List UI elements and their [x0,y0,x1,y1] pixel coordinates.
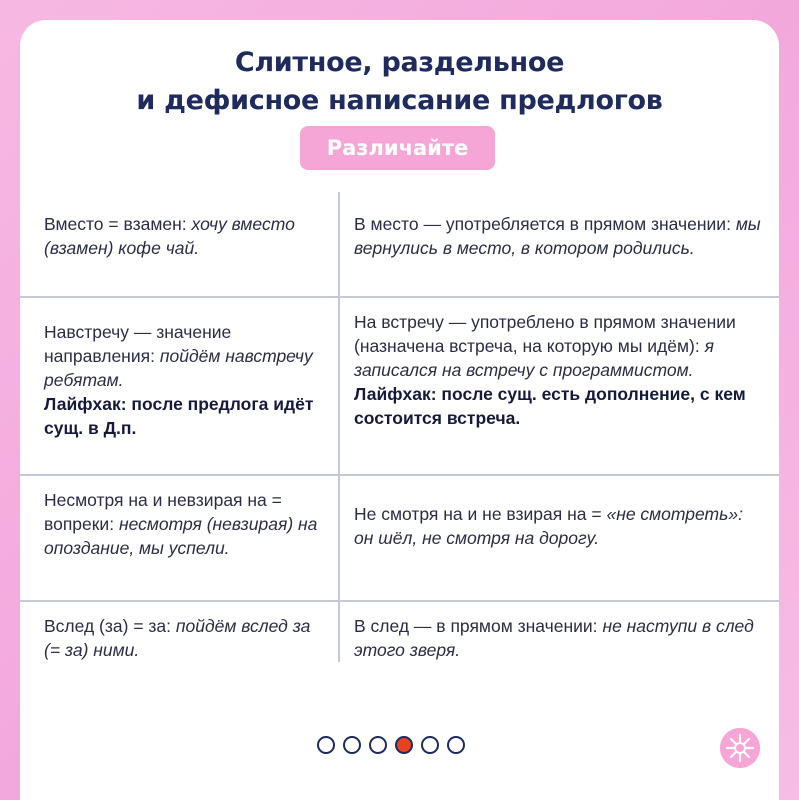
cell-example: пойдём вслед за (= за) ними. [44,616,311,660]
pagination-dot-active[interactable] [395,736,413,754]
cell-plain-text: Вместо = взамен: [44,214,187,234]
pagination-dot[interactable] [447,736,465,754]
cell-vsled [44,614,324,662]
cell-example: несмотря (невзирая) на опоздание, мы успели. [44,514,318,558]
pagination-dot[interactable] [317,736,335,754]
cell-lifehack: Лайфхак: после предлога идёт сущ. в Д.п. [44,394,314,438]
compass-star-icon [720,728,760,768]
page-title [20,44,779,120]
cell-plain-text: Навстречу — значение направления: [44,322,232,366]
cell-example: я записался на встречу с программистом. [354,336,714,380]
cell-plain-text: На встречу — употреблено в прямом значении (назначена встреча, на которую мы идём): [354,312,736,356]
content-card [20,20,779,800]
cell-example: «не смотреть»: он шёл, не смотря на дорогу. [354,504,743,548]
cell-nesmotrya [44,488,324,560]
cell-navstrechu [44,320,324,440]
cell-plain-text: В место — употребляется в прямом значении: [354,214,731,234]
cell-na-vstrechu [354,310,764,430]
cell-lifehack: Лайфхак: после сущ. есть дополнение, с кем состоится встреча. [354,384,746,428]
cell-vmesto [44,212,324,260]
cell-plain-text: Вслед (за) = за: [44,616,172,636]
cell-example: пойдём навстречу ребятам. [44,346,313,390]
cell-plain-text: В след — в прямом значении: [354,616,598,636]
title-line-1: Слитное, раздельное [234,47,565,78]
pagination-dots [317,736,465,756]
cell-ne-smotrya [354,502,764,550]
row-divider [20,600,779,602]
pagination-dot[interactable] [343,736,361,754]
cell-plain-text: Не смотря на и не взирая на = [354,504,602,524]
column-divider [338,192,340,662]
comparison-table [20,192,779,662]
pagination-dot[interactable] [369,736,387,754]
cell-v-sled [354,614,764,662]
cell-example: не наступи в след этого зверя. [354,616,754,660]
pagination-dot[interactable] [421,736,439,754]
cell-v-mesto [354,212,764,260]
cell-plain-text: Несмотря на и невзирая на = вопреки: [44,490,282,534]
cell-example: мы вернулись в место, в котором родились. [354,214,761,258]
distinguish-badge: Различайте [300,126,495,170]
row-divider [20,474,779,476]
cell-example: хочу вместо (взамен) кофе чай. [44,214,295,258]
title-line-2: и дефисное написание предлогов [136,85,663,116]
row-divider [20,296,779,298]
